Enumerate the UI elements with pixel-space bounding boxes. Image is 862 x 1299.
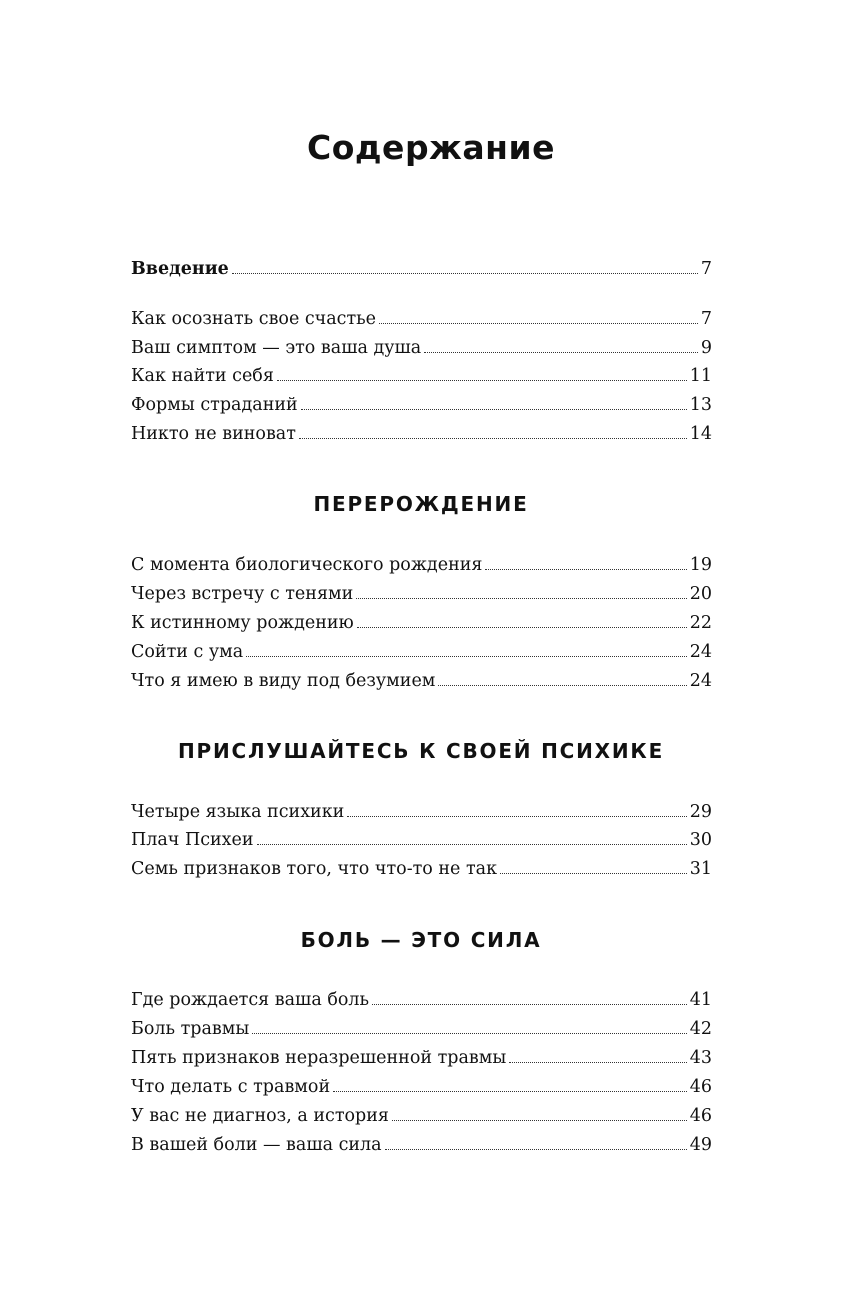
dot-leader [246,655,687,657]
toc-entry[interactable] [131,800,712,824]
toc-entry-label: Семь признаков того, что что-то не так [131,859,498,879]
dot-leader [299,437,687,439]
toc-entry[interactable] [131,553,712,577]
toc-entry-page: 20 [689,584,712,604]
toc-entry-page: 46 [689,1077,712,1097]
section-heading: ПЕРЕРОЖДЕНИЕ [313,492,529,516]
toc-entry-label: Что я имею в виду под безумием [131,671,436,691]
toc-entry-label: В вашей боли — ваша сила [131,1135,382,1155]
dot-leader [385,1148,687,1150]
toc-entry-page: 9 [700,338,712,358]
dot-leader [485,568,686,570]
dot-leader [424,351,698,353]
dot-leader [333,1090,687,1092]
section-heading: ПРИСЛУШАЙТЕСЬ К СВОЕЙ ПСИХИКЕ [177,739,665,763]
toc-entry-label: Никто не виноват [131,424,296,444]
dot-leader [509,1061,686,1063]
toc-entry-label: С момента биологического рождения [131,555,483,575]
toc-entry[interactable] [131,828,712,852]
toc-entry-page: 14 [689,424,712,444]
dot-leader [392,1119,687,1121]
toc-entry-page: 31 [689,859,712,879]
toc-entry-label: Сойти с ума [131,642,244,662]
dot-leader [277,379,687,381]
toc-entry-label: Плач Психеи [131,830,254,850]
toc-entry-label: К истинному рождению [131,613,354,633]
dot-leader [357,626,687,628]
toc-entry-page: 24 [689,671,712,691]
dot-leader [257,843,687,845]
toc-entry-page: 7 [700,259,712,279]
toc-entry[interactable] [131,336,712,360]
toc-entry-label: У вас не диагноз, а история [131,1106,389,1126]
toc-entry-page: 30 [689,830,712,850]
dot-leader [379,322,698,324]
toc-entry-page: 43 [689,1048,712,1068]
toc-entry-label: Четыре языка психики [131,802,345,822]
toc-entry[interactable] [131,1075,712,1099]
section-heading: БОЛЬ — ЭТО СИЛА [300,928,542,952]
toc-entry-page: 24 [689,642,712,662]
toc-entry[interactable] [131,422,712,446]
toc-entry-page: 46 [689,1106,712,1126]
toc-entry-page: 42 [689,1019,712,1039]
toc-entry[interactable] [131,582,712,606]
toc-entry[interactable] [131,307,712,331]
toc-entry[interactable] [131,1046,712,1070]
toc-entry-page: 13 [689,395,712,415]
toc-entry[interactable] [131,640,712,664]
toc-entry-page: 19 [689,555,712,575]
toc-entry-label: Через встречу с тенями [131,584,354,604]
toc-entry[interactable] [131,611,712,635]
toc-entry-label: Как осознать свое счастье [131,309,377,329]
toc-entry-label: Пять признаков неразрешенной травмы [131,1048,507,1068]
toc-entry-label: Что делать с травмой [131,1077,331,1097]
toc-entry-page: 22 [689,613,712,633]
toc-entry[interactable] [131,393,712,417]
toc-entry[interactable] [131,1133,712,1157]
toc-entry[interactable] [131,1017,712,1041]
dot-leader [252,1032,686,1034]
toc-entry-label: Как найти себя [131,366,274,386]
toc-entry-introduction[interactable] [131,257,712,281]
toc-entry-label: Введение [131,259,229,279]
toc-entry[interactable] [131,669,712,693]
toc-entry-label: Где рождается ваша боль [131,990,370,1010]
toc-entry-page: 49 [689,1135,712,1155]
dot-leader [372,1003,687,1005]
toc-entry-page: 29 [689,802,712,822]
toc-entry-page: 7 [700,309,712,329]
dot-leader [301,408,687,410]
toc-entry[interactable] [131,857,712,881]
toc-entry-label: Формы страданий [131,395,298,415]
toc-entry-page: 41 [689,990,712,1010]
toc-entry-label: Боль травмы [131,1019,250,1039]
dot-leader [232,272,698,274]
dot-leader [347,815,686,817]
toc-entry[interactable] [131,988,712,1012]
toc-entry[interactable] [131,1104,712,1128]
dot-leader [500,872,687,874]
dot-leader [356,597,686,599]
dot-leader [438,684,686,686]
toc-entry-label: Ваш симптом — это ваша душа [131,338,422,358]
page-title: Содержание [307,128,555,167]
toc-entry[interactable] [131,364,712,388]
toc-entry-page: 11 [689,366,712,386]
